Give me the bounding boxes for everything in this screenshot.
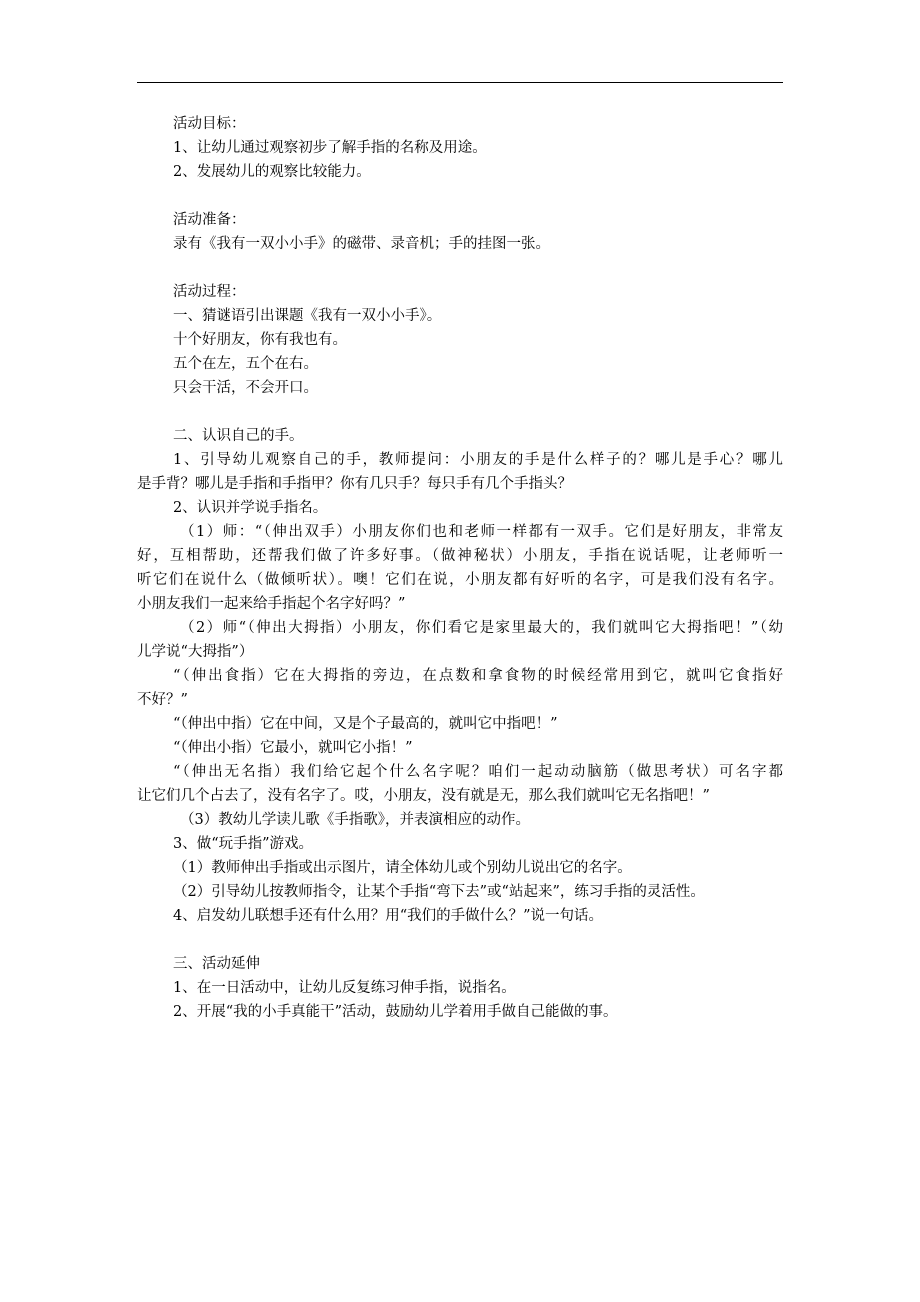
paragraph-line: 儿学说“大拇指”）: [137, 644, 254, 660]
paragraph-line: 是手背？哪儿是手指和手指甲？你有几只手？每只手有几个手指头？: [137, 476, 572, 492]
part3-title: 三、活动延伸: [173, 956, 260, 972]
paragraph-line: 听它们在说什么（做倾听状）。噢！它们在说，小朋友都有好听的名字，可是我们没有名字。: [137, 572, 783, 588]
paragraph-line: “（伸出食指）它在大拇指的旁边，在点数和拿食物的时候经常用到它，就叫它食指好: [173, 668, 783, 684]
extension-item: 1、在一日活动中，让幼儿反复练习伸手指，说指名。: [173, 980, 516, 996]
process-heading: 活动过程：: [173, 284, 246, 300]
paragraph-line: （2）引导幼儿按教师指令，让某个手指“弯下去”或“站起来”，练习手指的灵活性。: [173, 884, 705, 900]
goals-heading: 活动目标：: [173, 116, 246, 132]
paragraph-line: （1）教师伸出手指或出示图片，请全体幼儿或个别幼儿说出它的名字。: [173, 860, 632, 876]
paragraph-line: 小朋友我们一起来给手指起个名字好吗？”: [137, 596, 406, 612]
prep-heading: 活动准备：: [173, 212, 246, 228]
part1-title: 一、猜谜语引出课题《我有一双小小手》。: [173, 308, 442, 324]
riddle-line: 十个好朋友，你有我也有。: [173, 332, 347, 348]
goal-item: 2、发展幼儿的观察比较能力。: [173, 164, 371, 180]
paragraph-line: （3）教幼儿学读儿歌《手指歌》，并表演相应的动作。: [180, 812, 530, 828]
part2-title: 二、认识自己的手。: [173, 428, 304, 444]
paragraph-line: 1、引导幼儿观察自己的手，教师提问：小朋友的手是什么样子的？哪儿是手心？哪儿: [173, 452, 783, 468]
header-rule: [137, 82, 783, 83]
paragraph-line: 让它们几个占去了，没有名字了。哎，小朋友，没有就是无，那么我们就叫它无名指吧！”: [137, 788, 710, 804]
paragraph-line: “（伸出中指）它在中间，又是个子最高的，就叫它中指吧！”: [173, 716, 558, 732]
extension-item: 2、开展“我的小手真能干”活动，鼓励幼儿学着用手做自己能做的事。: [173, 1004, 618, 1020]
prep-text: 录有《我有一双小小手》的磁带、录音机；手的挂图一张。: [173, 236, 550, 252]
subsection-title: 4、启发幼儿联想手还有什么用？用“我们的手做什么？”说一句话。: [173, 908, 604, 924]
subsection-title: 3、做“玩手指”游戏。: [173, 836, 314, 852]
riddle-line: 只会干活，不会开口。: [173, 380, 318, 396]
paragraph-line: （1）师：“（伸出双手）小朋友你们也和老师一样都有一双手。它们是好朋友，非常友: [180, 524, 783, 540]
paragraph-line: （2）师“（伸出大拇指）小朋友，你们看它是家里最大的，我们就叫它大拇指吧！”（幼: [180, 620, 783, 636]
paragraph-line: “（伸出无名指）我们给它起个什么名字呢？咱们一起动动脑筋（做思考状）可名字都: [173, 764, 783, 780]
riddle-line: 五个在左，五个在右。: [173, 356, 318, 372]
goal-item: 1、让幼儿通过观察初步了解手指的名称及用途。: [173, 140, 487, 156]
subsection-title: 2、认识并学说手指名。: [173, 500, 328, 516]
paragraph-line: “（伸出小指）它最小，就叫它小指！”: [173, 740, 413, 756]
paragraph-line: 不好？”: [137, 692, 188, 708]
paragraph-line: 好，互相帮助，还帮我们做了许多好事。（做神秘状）小朋友，手指在说话呢，让老师听一: [137, 548, 783, 564]
